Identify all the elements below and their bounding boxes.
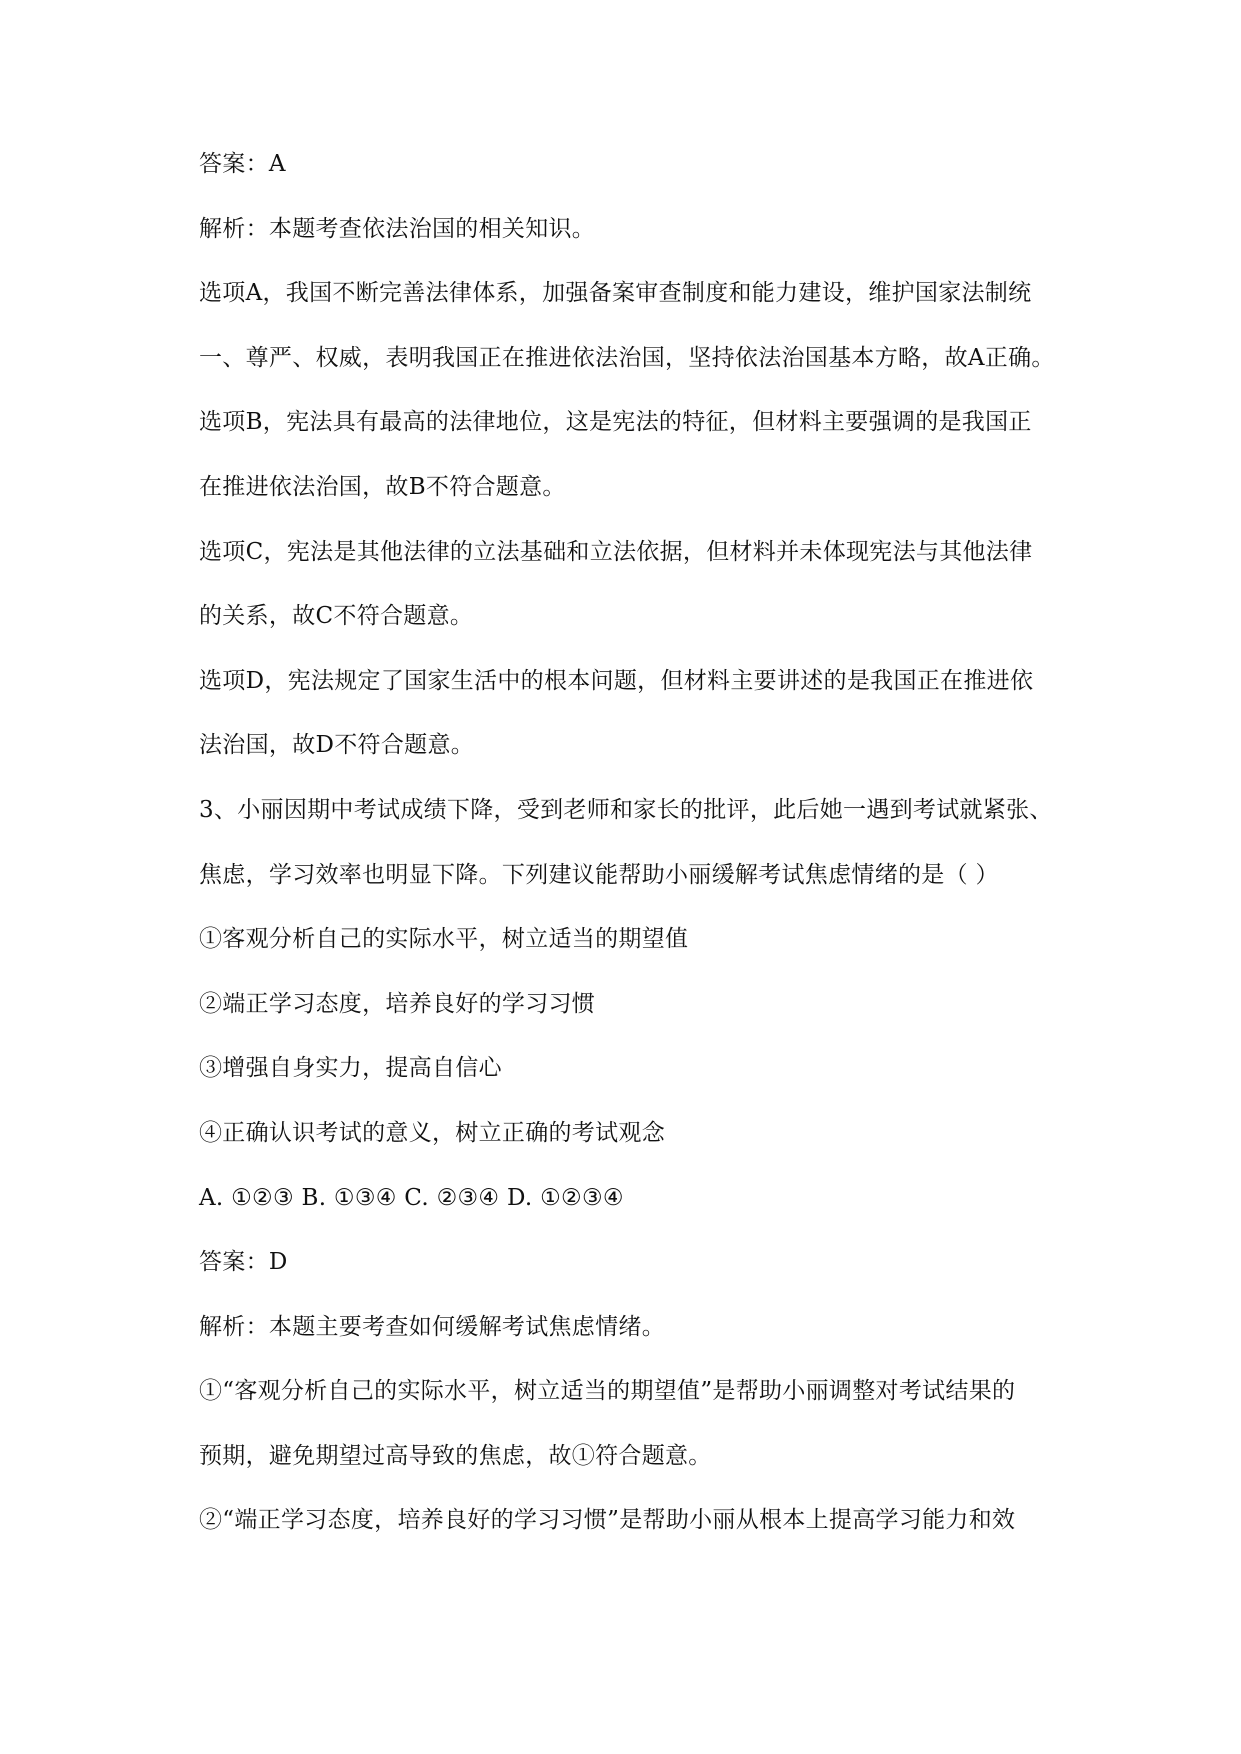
option-c-explanation-cont: 的关系，故C不符合题意。 — [199, 603, 474, 630]
question-3-stem-cont: 焦虑，学习效率也明显下降。下列建议能帮助小丽缓解考试焦虑情绪的是（ ） — [199, 861, 999, 888]
option-a-explanation: 选项A，我国不断完善法律体系，加强备案审查制度和能力建设，维护国家法制统 — [199, 280, 1032, 307]
option-d-explanation-cont: 法治国，故D不符合题意。 — [199, 732, 475, 759]
answer-line: 答案：A — [199, 151, 286, 177]
statement-4: ④正确认识考试的意义，树立正确的考试观念 — [199, 1119, 665, 1146]
statement-2-explanation: ②“端正学习态度，培养良好的学习习惯”是帮助小丽从根本上提高学习能力和效 — [199, 1507, 1016, 1534]
statement-2: ②端正学习态度，培养良好的学习习惯 — [199, 990, 596, 1017]
document-body — [199, 146, 1089, 1567]
answer-line-2: 答案：D — [199, 1249, 288, 1276]
analysis-line: 解析：本题考查依法治国的相关知识。 — [199, 215, 596, 242]
statement-1: ①客观分析自己的实际水平，树立适当的期望值 — [199, 926, 689, 953]
option-b-explanation-cont: 在推进依法治国，故B不符合题意。 — [199, 473, 566, 500]
statement-1-explanation: ①“客观分析自己的实际水平，树立适当的期望值”是帮助小丽调整对考试结果的 — [199, 1378, 1016, 1405]
question-3-stem: 3、小丽因期中考试成绩下降，受到老师和家长的批评，此后她一遇到考试就紧张、 — [199, 796, 1053, 823]
option-b-explanation: 选项B，宪法具有最高的法律地位，这是宪法的特征，但材料主要强调的是我国正 — [199, 409, 1032, 436]
option-d-explanation: 选项D，宪法规定了国家生活中的根本问题，但材料主要讲述的是我国正在推进依 — [199, 667, 1034, 694]
choices-line: A. ①②③ B. ①③④ C. ②③④ D. ①②③④ — [199, 1184, 624, 1211]
option-a-explanation-cont: 一、尊严、权威，表明我国正在推进依法治国，坚持依法治国基本方略，故A正确。 — [199, 344, 1055, 371]
statement-3: ③增强自身实力，提高自信心 — [199, 1055, 502, 1082]
option-c-explanation: 选项C，宪法是其他法律的立法基础和立法依据，但材料并未体现宪法与其他法律 — [199, 538, 1033, 565]
analysis-line-2: 解析：本题主要考查如何缓解考试焦虑情绪。 — [199, 1313, 665, 1340]
statement-1-explanation-cont: 预期，避免期望过高导致的焦虑，故①符合题意。 — [199, 1442, 712, 1469]
